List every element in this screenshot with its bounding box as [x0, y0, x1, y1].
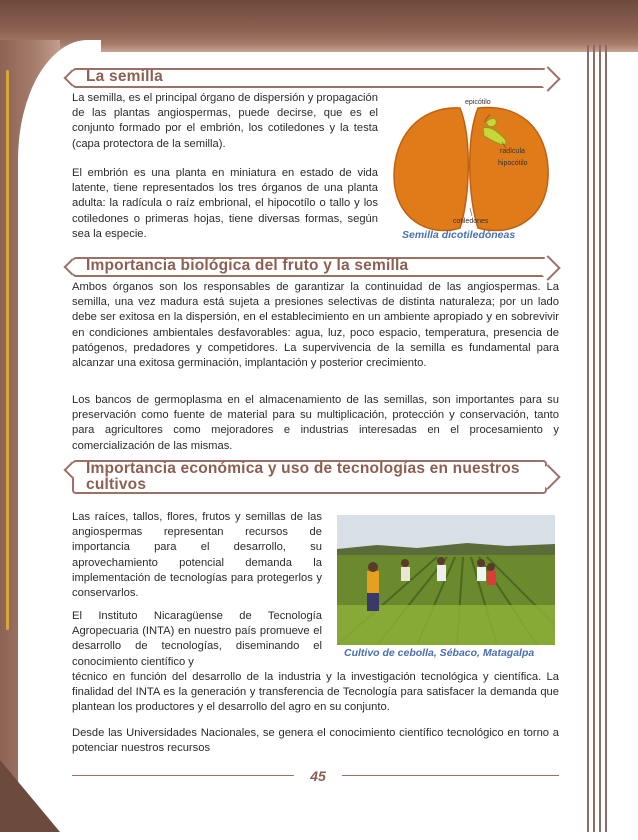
economica-paragraph-3: Desde las Universidades Nacionales, se genera el conocimiento científico tecnológico en torno a potenciar nuestros recursos — [72, 727, 559, 755]
seed-caption: Semilla dicotiledóneas — [402, 229, 516, 241]
section-header-importancia-biologica — [72, 257, 557, 277]
section-title-line-2: cultivos — [86, 476, 147, 493]
right-cotyledon — [470, 108, 548, 231]
label-cotiledones: cotiledones — [453, 218, 489, 225]
section-header-semilla — [72, 68, 557, 88]
onion-field-photo — [337, 515, 555, 645]
section-title: Importancia biológica del fruto y la semilla — [86, 257, 409, 274]
photo-caption: Cultivo de cebolla, Sébaco, Matagalpa — [344, 647, 535, 659]
biologica-paragraph-1: Ambos órganos son los responsables de garantizar la continuidad de las angiospermas. La semilla, una vez madura está sujeta a presiones selectivas de distinta naturaleza; por un lado debe ser exitosa en la dispersión, en el establecimiento en un ambiente apropiado y en sobrevivir en condiciones ambientales desfavorables: agua, luz, poco espacio, temperatura, presencia de patógenos, predadores y competidores. La supervivencia de la semilla es fundamental para alcanzar una exitosa germinación, implantación y posterior crecimiento. — [72, 281, 559, 370]
bottom-left-corner — [0, 760, 60, 832]
gold-accent-line — [6, 70, 9, 630]
economica-paragraph-2b: técnico en función del desarrollo de la industria y la investigación tecnológica y científica. La finalidad del INTA es la generación y transferencia de Tecnología para satisfacer la demanda que plantean los productores y el desarrollo del agro en su conjunto. — [72, 671, 559, 714]
seed-illustration — [388, 98, 553, 248]
seed-diagram — [388, 98, 553, 248]
page-number-rule-left — [72, 775, 294, 776]
page-number-rule-right — [342, 775, 559, 776]
economica-paragraph-1: Las raíces, tallos, flores, frutos y semillas de las angiospermas representan recursos de importancia para el desarrollo, su aprovechamiento potencial demanda la implementación de tecnologías para protegerlos y conservarlos. — [72, 511, 322, 600]
label-radicula: radícula — [500, 148, 525, 155]
right-vertical-lines — [587, 45, 617, 832]
semilla-paragraph-2: El embrión es una planta en miniatura en estado de vida latente, tiene representados los tres órganos de una planta adulta: la radícula o raíz embrional, el hipocotílo o tallo y los cotiledones o primeras hojas, tiene diversas formas, según sea la especie. — [72, 167, 378, 240]
semilla-paragraph-1: La semilla, es el principal órgano de dispersión y propagación de las plantas angiospermas, puede decirse, que es el conjunto formado por el embrión, los cotiledones y la testa (capa protectora de la semilla). — [72, 92, 378, 150]
left-cotyledon — [394, 108, 468, 231]
section-title: La semilla — [86, 68, 163, 85]
label-hipocotilo: hipocótilo — [498, 160, 528, 167]
page-number: 45 — [310, 768, 326, 784]
label-epicotilo: epicótilo — [465, 99, 491, 106]
section-title-line-1: Importancia económica y uso de tecnologías en nuestros — [86, 460, 520, 477]
section-header-importancia-economica — [72, 460, 557, 494]
economica-paragraph-2a: El Instituto Nicaragüense de Tecnología Agropecuaria (INTA) en nuestro país promueve el desarrollo de tecnologías, diseminando el conocimiento científico y — [72, 610, 322, 668]
biologica-paragraph-2: Los bancos de germoplasma en el almacenamiento de las semillas, son importantes para su preservación como fuente de material para su multiplicación, protección y conservación, tanto para agricultores como mejoradores e industrias interesadas en el procesamiento y comercialización de las mismas. — [72, 394, 559, 452]
